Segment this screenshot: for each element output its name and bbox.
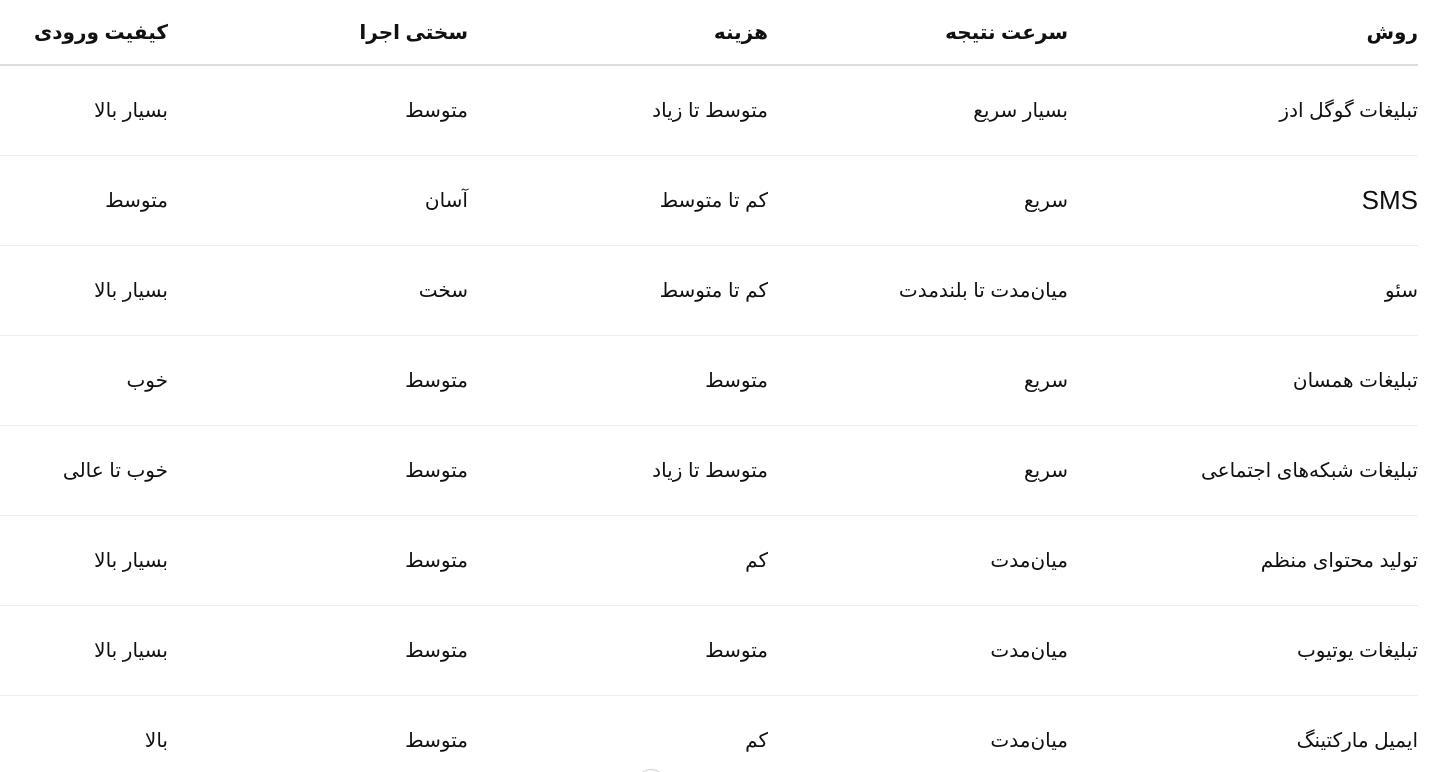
cell-difficulty: سخت xyxy=(168,246,468,336)
header-quality: کیفیت ورودی xyxy=(0,0,168,65)
cell-difficulty: آسان xyxy=(168,156,468,246)
table-header xyxy=(0,0,1418,65)
cell-quality: بالا xyxy=(0,696,168,772)
cell-method: تبلیغات یوتیوب xyxy=(1068,606,1418,696)
cell-cost: کم xyxy=(468,696,768,772)
cell-difficulty: متوسط xyxy=(168,336,468,426)
table-row xyxy=(0,426,1418,516)
cell-quality: متوسط xyxy=(0,156,168,246)
cell-difficulty: متوسط xyxy=(168,696,468,772)
cell-difficulty: متوسط xyxy=(168,426,468,516)
table-row xyxy=(0,516,1418,606)
cell-quality: بسیار بالا xyxy=(0,606,168,696)
cell-speed: میان‌مدت xyxy=(768,516,1068,606)
cell-method: تولید محتوای منظم xyxy=(1068,516,1418,606)
cell-cost: کم xyxy=(468,516,768,606)
cell-method: ایمیل مارکتینگ xyxy=(1068,696,1418,772)
header-cost: هزینه xyxy=(468,0,768,65)
cell-speed: سریع xyxy=(768,336,1068,426)
cell-method: تبلیغات همسان xyxy=(1068,336,1418,426)
cell-difficulty: متوسط xyxy=(168,516,468,606)
table-row xyxy=(0,246,1418,336)
cell-quality: بسیار بالا xyxy=(0,246,168,336)
cell-cost: متوسط تا زیاد xyxy=(468,65,768,156)
cell-speed: سریع xyxy=(768,426,1068,516)
cell-cost: متوسط xyxy=(468,606,768,696)
cell-quality: خوب xyxy=(0,336,168,426)
table-row xyxy=(0,336,1418,426)
cell-cost: کم تا متوسط xyxy=(468,156,768,246)
cell-method: SMS xyxy=(1068,156,1418,246)
cell-cost: متوسط xyxy=(468,336,768,426)
cell-method: سئو xyxy=(1068,246,1418,336)
cell-difficulty: متوسط xyxy=(168,606,468,696)
cell-quality: بسیار بالا xyxy=(0,65,168,156)
header-row xyxy=(0,0,1418,65)
cell-method: تبلیغات شبکه‌های اجتماعی xyxy=(1068,426,1418,516)
cell-speed: میان‌مدت تا بلندمدت xyxy=(768,246,1068,336)
cell-method: تبلیغات گوگل ادز xyxy=(1068,65,1418,156)
cell-speed: میان‌مدت xyxy=(768,606,1068,696)
table-row xyxy=(0,696,1418,772)
cell-cost: کم تا متوسط xyxy=(468,246,768,336)
cell-speed: بسیار سریع xyxy=(768,65,1068,156)
cell-cost: متوسط تا زیاد xyxy=(468,426,768,516)
cell-difficulty: متوسط xyxy=(168,65,468,156)
cell-speed: سریع xyxy=(768,156,1068,246)
table-body xyxy=(0,65,1418,772)
table-row xyxy=(0,65,1418,156)
header-speed: سرعت نتیجه xyxy=(768,0,1068,65)
cell-quality: خوب تا عالی xyxy=(0,426,168,516)
cell-quality: بسیار بالا xyxy=(0,516,168,606)
cell-speed: میان‌مدت xyxy=(768,696,1068,772)
table-row xyxy=(0,606,1418,696)
header-difficulty: سختی اجرا xyxy=(168,0,468,65)
table-row xyxy=(0,156,1418,246)
header-method: روش xyxy=(1068,0,1418,65)
